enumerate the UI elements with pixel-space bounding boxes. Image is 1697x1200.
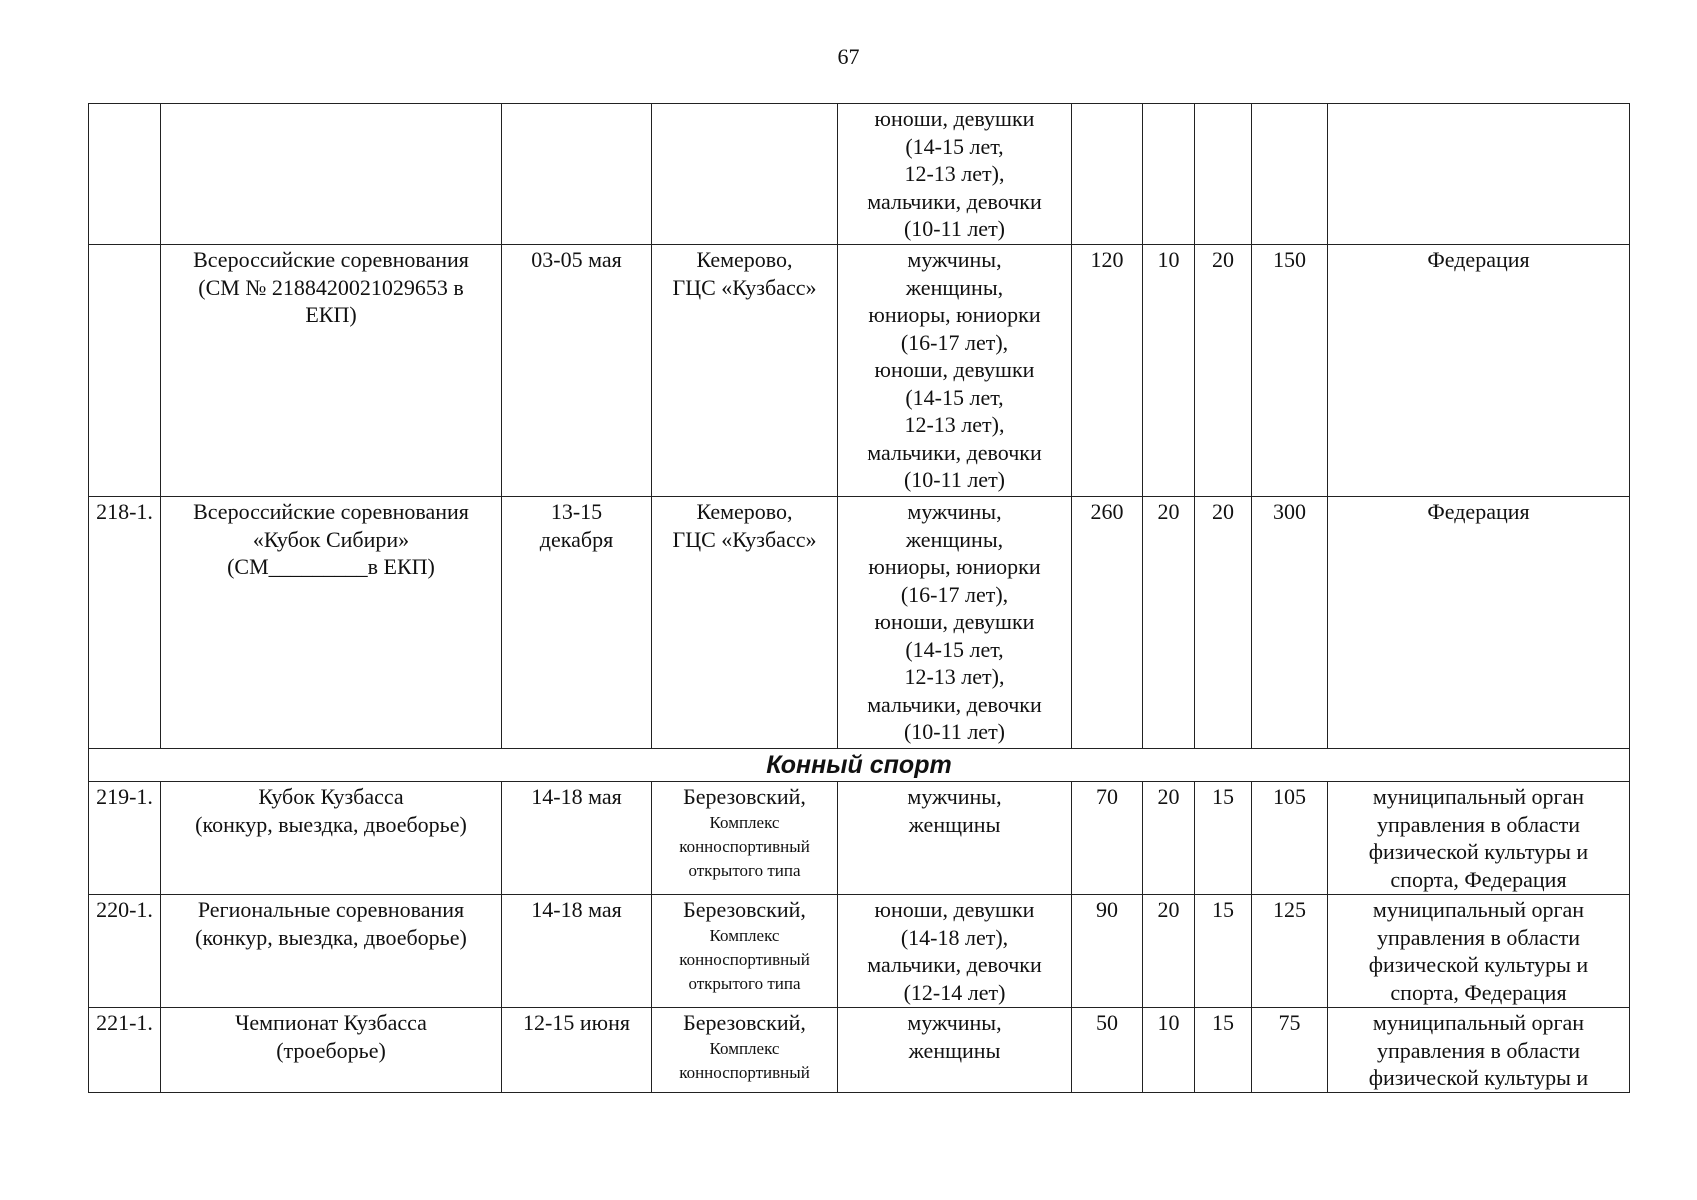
table-row bbox=[89, 895, 1630, 1008]
count-judges bbox=[1143, 104, 1195, 245]
place-city: Березовский, bbox=[683, 1010, 806, 1035]
section-row bbox=[89, 749, 1630, 782]
event-dates: 03-05 мая bbox=[502, 245, 652, 497]
place-venue: Комплекс конноспортивный открытого типа bbox=[679, 925, 810, 993]
row-number: 221-1. bbox=[89, 1008, 161, 1093]
place-venue: Комплекс конноспортивный открытого типа bbox=[679, 812, 810, 880]
row-number bbox=[89, 245, 161, 497]
event-name: Всероссийские соревнования (СМ № 2188420021029653 в ЕКП) bbox=[161, 245, 502, 497]
participants: мужчины, женщины, юниоры, юниорки (16-17 лет), юноши, девушки (14-15 лет, 12-13 лет), мальчики, девочки (10-11 лет) bbox=[838, 497, 1072, 749]
event-name: Региональные соревнования (конкур, выездка, двоеборье) bbox=[161, 895, 502, 1008]
organizer: муниципальный орган управления в области физической культуры и bbox=[1328, 1008, 1630, 1093]
count-total: 75 bbox=[1252, 1008, 1328, 1093]
organizer: Федерация bbox=[1328, 245, 1630, 497]
table-row bbox=[89, 1008, 1630, 1093]
table-row bbox=[89, 782, 1630, 895]
count-officials bbox=[1195, 104, 1252, 245]
event-place bbox=[652, 895, 838, 1008]
section-header-group bbox=[89, 749, 1630, 782]
organizer bbox=[1328, 104, 1630, 245]
count-officials: 15 bbox=[1195, 1008, 1252, 1093]
place-venue: Комплекс конноспортивный bbox=[679, 1038, 810, 1082]
count-officials: 20 bbox=[1195, 245, 1252, 497]
table-body-top bbox=[89, 104, 1630, 749]
row-number: 219-1. bbox=[89, 782, 161, 895]
section-title: Конный спорт bbox=[89, 749, 1630, 782]
count-participants bbox=[1072, 104, 1143, 245]
event-name: Чемпионат Кузбасса (троеборье) bbox=[161, 1008, 502, 1093]
count-judges: 10 bbox=[1143, 245, 1195, 497]
count-total: 105 bbox=[1252, 782, 1328, 895]
table-row bbox=[89, 104, 1630, 245]
table-row bbox=[89, 497, 1630, 749]
event-dates: 14-18 мая bbox=[502, 782, 652, 895]
row-number bbox=[89, 104, 161, 245]
organizer: муниципальный орган управления в области физической культуры и спорта, Федерация bbox=[1328, 782, 1630, 895]
count-participants: 70 bbox=[1072, 782, 1143, 895]
count-officials: 15 bbox=[1195, 782, 1252, 895]
count-judges: 20 bbox=[1143, 782, 1195, 895]
table-row bbox=[89, 245, 1630, 497]
participants: юноши, девушки (14-18 лет), мальчики, девочки (12-14 лет) bbox=[838, 895, 1072, 1008]
count-officials: 15 bbox=[1195, 895, 1252, 1008]
participants: мужчины, женщины bbox=[838, 782, 1072, 895]
page-number: 67 bbox=[837, 44, 860, 69]
event-place bbox=[652, 782, 838, 895]
organizer: Федерация bbox=[1328, 497, 1630, 749]
place-city: Березовский, bbox=[683, 784, 806, 809]
count-total: 150 bbox=[1252, 245, 1328, 497]
event-dates bbox=[502, 104, 652, 245]
event-dates: 13-15 декабря bbox=[502, 497, 652, 749]
place-city: Кемерово, ГЦС «Кузбасс» bbox=[672, 499, 817, 552]
count-officials: 20 bbox=[1195, 497, 1252, 749]
count-participants: 120 bbox=[1072, 245, 1143, 497]
count-total bbox=[1252, 104, 1328, 245]
events-table bbox=[88, 103, 1630, 1093]
event-place bbox=[652, 245, 838, 497]
participants: мужчины, женщины, юниоры, юниорки (16-17 лет), юноши, девушки (14-15 лет, 12-13 лет), мальчики, девочки (10-11 лет) bbox=[838, 245, 1072, 497]
table-body-bottom bbox=[89, 782, 1630, 1093]
count-participants: 260 bbox=[1072, 497, 1143, 749]
event-name: Кубок Кузбасса (конкур, выездка, двоеборье) bbox=[161, 782, 502, 895]
place-city: Кемерово, ГЦС «Кузбасс» bbox=[672, 247, 817, 300]
event-dates: 14-18 мая bbox=[502, 895, 652, 1008]
participants: юноши, девушки (14-15 лет, 12-13 лет), мальчики, девочки (10-11 лет) bbox=[838, 104, 1072, 245]
count-total: 300 bbox=[1252, 497, 1328, 749]
event-dates: 12-15 июня bbox=[502, 1008, 652, 1093]
event-place bbox=[652, 104, 838, 245]
event-place bbox=[652, 1008, 838, 1093]
count-judges: 20 bbox=[1143, 497, 1195, 749]
count-judges: 20 bbox=[1143, 895, 1195, 1008]
count-participants: 50 bbox=[1072, 1008, 1143, 1093]
event-name: Всероссийские соревнования «Кубок Сибири» (СМ_________в ЕКП) bbox=[161, 497, 502, 749]
count-judges: 10 bbox=[1143, 1008, 1195, 1093]
participants: мужчины, женщины bbox=[838, 1008, 1072, 1093]
row-number: 218-1. bbox=[89, 497, 161, 749]
count-participants: 90 bbox=[1072, 895, 1143, 1008]
event-place bbox=[652, 497, 838, 749]
organizer: муниципальный орган управления в области физической культуры и спорта, Федерация bbox=[1328, 895, 1630, 1008]
row-number: 220-1. bbox=[89, 895, 161, 1008]
place-city: Березовский, bbox=[683, 897, 806, 922]
event-name bbox=[161, 104, 502, 245]
count-total: 125 bbox=[1252, 895, 1328, 1008]
